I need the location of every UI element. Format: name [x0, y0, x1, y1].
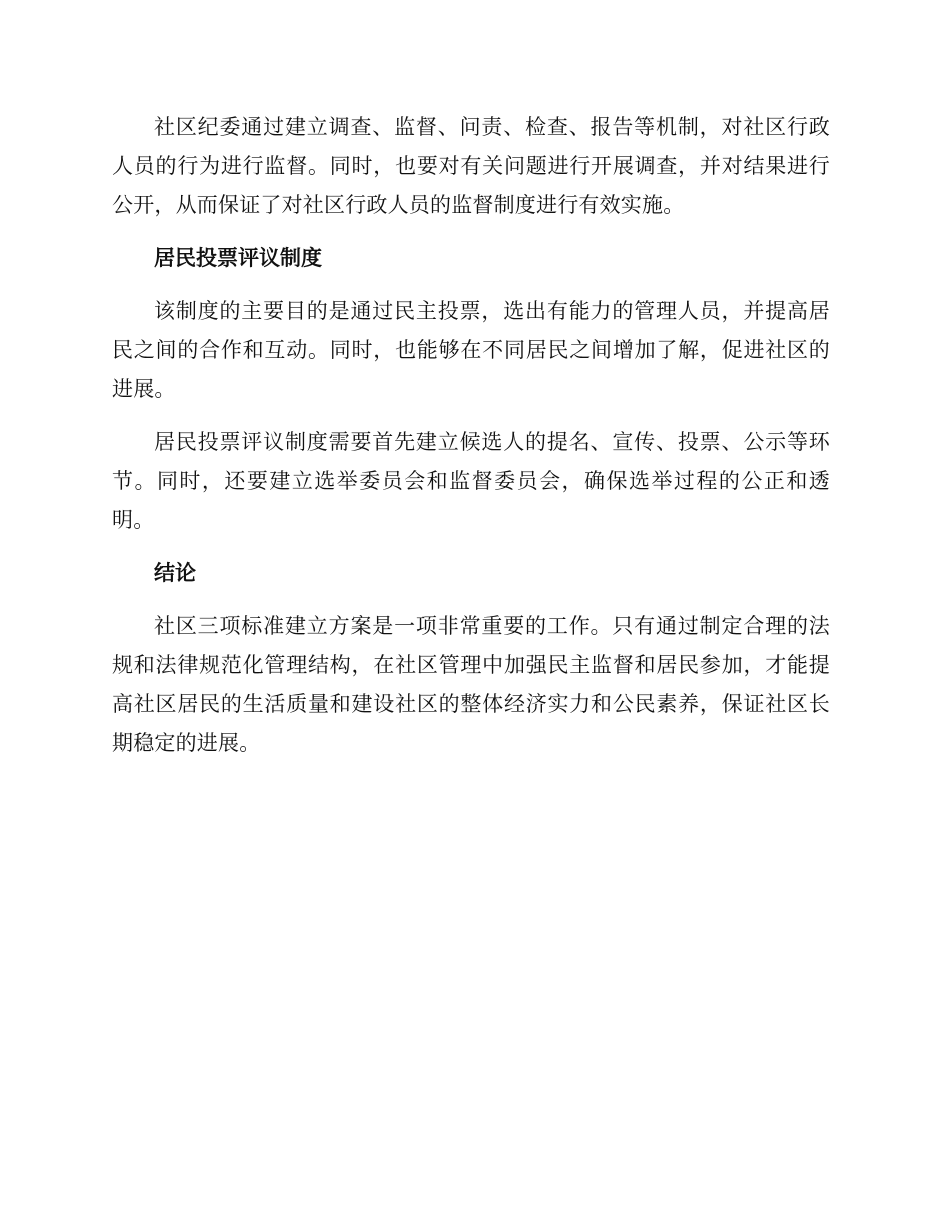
heading-conclusion: 结论	[154, 561, 196, 585]
heading-resident-voting: 居民投票评议制度	[154, 246, 322, 270]
document-body	[112, 108, 830, 777]
paragraph-voting-process: 居民投票评议制度需要首先建立候选人的提名、宣传、投票、公示等环节。同时，还要建立选举委员会和监督委员会，确保选举过程的公正和透明。	[112, 430, 830, 532]
paragraph-supervision-mechanism: 社区纪委通过建立调查、监督、问责、检查、报告等机制，对社区行政人员的行为进行监督。同时，也要对有关问题进行开展调查，并对结果进行公开，从而保证了对社区行政人员的监督制度进行有效实施。	[112, 115, 830, 217]
paragraph-voting-purpose: 该制度的主要目的是通过民主投票，选出有能力的管理人员，并提高居民之间的合作和互动。同时，也能够在不同居民之间增加了解，促进社区的进展。	[112, 299, 830, 401]
paragraph-conclusion: 社区三项标准建立方案是一项非常重要的工作。只有通过制定合理的法规和法律规范化管理结构，在社区管理中加强民主监督和居民参加，才能提高社区居民的生活质量和建设社区的整体经济实力和公民素养，保证社区长期稳定的进展。	[112, 614, 830, 755]
